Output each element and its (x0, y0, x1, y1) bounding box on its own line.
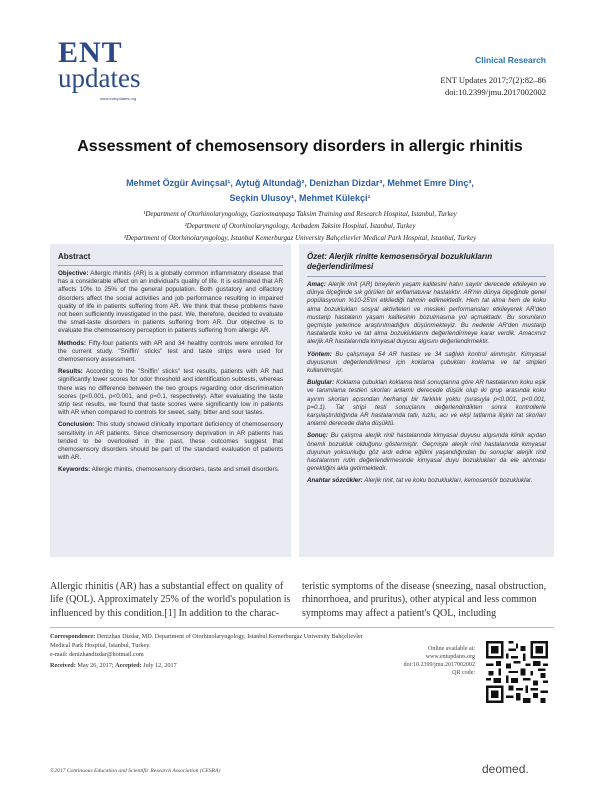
journal-logo-updates: updates (58, 63, 141, 93)
conclusion-text: This study showed clinically important deficiency of chemosensory sensitivity in AR patients. Since chemosensory deprivation in AR patients has tended to be overlooked in the past, these outcomes suggest that chemosensory disorders should be part of the standard evaluation of patients with AR. (58, 421, 284, 462)
article-title: Assessment of chemosensory disorders in allergic rhinitis (77, 138, 523, 155)
article-doi: doi:10.2399/jmu.2017002002 (444, 87, 546, 97)
bulgular-text: Koklama çubukları koklama testi sonuçlarına göre AR hastalarının koku eşik ve tanımlama testleri skorları anlamlı derecede düşük olup iki grup arasında koku ayırım skorları açısından herhangi bir farklılık yoktu (sırasıyla p<0.001, p<0.001, p=0.1). Tat stripi testi sonuçlarını değerlendirdikten sonra kontrollerle karşılaştırıldığında AR hastalarında tatlı, tuzlu, acı ve ekşi tatlarına ilişkin tat skorları anlamlı derecede daha düşüktü. (307, 379, 546, 428)
authors-line-2: Seçkin Ulusoy¹, Mehmet Külekçi¹ (229, 193, 371, 203)
ozet-bulgular (307, 379, 546, 428)
abstract-box (50, 244, 291, 557)
yontem-label: Yöntem: (307, 350, 332, 358)
online-info (383, 645, 475, 677)
sonuc-text: Bu çalışma alerjik rinit hastalarında kimyasal duyusu algısında klinik açıdan önemli bozukluk olduğunu göstermiştir. Geçmişte alerjik rinit hastalarında kimyasal duyunun yoksunluğu göz ardı edme eğilimi yaşandığından bu sonuçlar alerjik rinit hastalarının rutin değerlendirmesinde kimyasal duyu bozuklukları da ele alınması gerektiğini akla getirmektedir. (307, 432, 546, 473)
received-label: Received: (50, 662, 76, 669)
journal-logo-ent: ENT (58, 36, 123, 69)
ozet-heading: Özet: Alerjik rinitte kemosensöryal bozuklukların değerlendirilmesi (307, 252, 493, 271)
article-category: Clinical Research (475, 55, 546, 65)
ozet-sonuc (307, 432, 546, 473)
abstract-body (50, 266, 291, 475)
affiliations (60, 208, 540, 244)
abstract-methods (58, 340, 283, 365)
ozet-box (299, 244, 554, 557)
abstract-results (58, 368, 283, 417)
correspondence-line (50, 632, 380, 650)
anahtar-text: Alerjik rinit, tat ve koku bozuklukları, kemosensör bozukluklar. (364, 477, 533, 485)
correspondence-label: Correspondence: (50, 633, 96, 640)
ozet-anahtar (307, 477, 546, 485)
keywords-label: Keywords: (58, 466, 91, 474)
ozet-yontem (307, 351, 546, 376)
online-doi: doi:10.2399/jmu.2017002002 (403, 662, 475, 668)
abstract-heading: Abstract (58, 252, 91, 261)
conclusion-label: Conclusion: (58, 421, 95, 429)
publisher-logo: deomed. (482, 762, 529, 776)
amac-text: Alerjik rinit (AR) bireylerin yaşam kalitesini hatırı sayılır derecede etkileyen ve dünya ölçeğinde sık görülen bir enflamatuvar hastalıktır. AR'nin dünya ölçeğinde genel popülasyonun %10-25'ini etkilediği tahmin edilmektedir. Hem tat alma hem de koku alma bozuklukları sosyal aktiviteleri ve mesleki performansları etkileyerek AR'den mustarip hastaların yaşam kalitesinin bozulmasına yol açmaktadır. Bu sorunların geçmişte yeterince araştırılmadığını düşünmekteyiz. Bu nedenle AR'den mustarip hastalarda koku ve tat alma bozukluklarını değerlendirmeye karar verdik. Amacımız alerjik AR hastalarında kimyasal duyusu algısını değerlendirmektir. (307, 281, 546, 346)
sonuc-label: Sonuç: (307, 432, 328, 440)
author-list (120, 176, 480, 206)
keywords-text: Allergic rhinitis, chemosensory disorders, taste and smell disorders. (91, 466, 280, 474)
methods-label: Methods: (58, 339, 86, 347)
footer-divider (50, 627, 554, 628)
affiliation-2: ²Department of Otorhinolaryngology, Acıbadem Taksim Hospital, Istanbul, Turkey (184, 222, 416, 230)
ozet-amac (307, 281, 546, 347)
yontem-text: Bu çalışmaya 54 AR hastası ve 34 sağlıklı kontrol alınmıştır. Kimyasal duyusunun değerlendirilmesi için koklama çubukları koklama ve tat stripleri kullanılmıştır. (307, 350, 546, 375)
results-label: Results: (58, 368, 83, 376)
journal-citation: ENT Updates 2017;7(2):82–86 (440, 75, 546, 85)
bulgular-label: Bulgular: (307, 379, 335, 387)
affiliation-3: ³Department of Otorhinolaryngology, Istanbul Kemerburgaz University Bahçelievler Medical Park Hospital, Istanbul, Turkey (123, 234, 477, 242)
objective-label: Objective: (58, 270, 89, 277)
citation-block (440, 74, 546, 98)
abstract-conclusion (58, 421, 283, 462)
received-date: May 26, 2017; (77, 662, 114, 669)
qr-code-label: QR code: (452, 670, 475, 676)
correspondence-block (50, 632, 380, 670)
dates-line (50, 661, 380, 670)
accepted-date: July 12, 2017 (143, 662, 177, 669)
results-text: According to the "Sniffin' sticks" test results, patients with AR had significantly lower scores for odor threshold and identification subtests, whereas there was no difference between the two groups regarding odor discrimination scores (p<0.001, p<0.001, and p=0.1, respectively). After evaluating the taste strip test results, we found that taste scores were significantly low in patients with AR when compared to controls for sweet, salty, bitter and sour tastes. (58, 368, 284, 417)
abstract-keywords (58, 466, 283, 474)
body-text-left: Allergic rhinitis (AR) has a substantial effect on quality of life (QOL). Approximately 25% of the world's population is influenced by this condition.[1] In addition to the charac- (50, 581, 291, 619)
correspondence-email[interactable]: e-mail: denizhandizdar@hotmail.com (50, 651, 144, 658)
anahtar-label: Anahtar sözcükler: (307, 477, 363, 485)
correspondence-text: Denizhan Dizdar, MD. Department of Otorhinolaryngology, Istanbul Kemerburgaz University Bahçelievler Medical Park Hospital, Istanbul, Turkey. (50, 633, 363, 649)
ozet-body (299, 277, 554, 486)
copyright: ©2017 Continuous Education and Scientific Research Association (CESRA) (50, 768, 221, 774)
authors-line-1: Mehmet Özgür Avinçsal¹, Aytuğ Altundağ², Denizhan Dizdar³, Mehmet Emre Dinç³, (126, 178, 474, 188)
qr-code-icon (486, 641, 548, 703)
accepted-label: Accepted: (115, 662, 142, 669)
journal-logo-url: www.entupdates.org (100, 96, 137, 101)
abstract-objective (58, 270, 283, 336)
affiliation-1: ¹Department of Otorhinolaryngology, Gaziosmanpaşa Taksim Training and Research Hospital, Istanbul, Turkey (143, 210, 457, 218)
online-url[interactable]: www.entupdates.org (425, 654, 475, 660)
online-available-label: Online available at: (428, 646, 475, 652)
methods-text: Fifty-four patients with AR and 34 healthy controls were enrolled for the current study. "Sniffin' sticks" test and taste strips were used for chemosensory assessment. (58, 339, 283, 364)
objective-text: Allergic rhinitis (AR) is a globally common inflammatory disease that has a considerable effect on an individual's quality of life. It is estimated that AR affects 10% to 25% of the general population. Both gustatory and olfactory disorders affect the social activities and job performance resulting in impaired quality of life in patients suffering from AR. We think that these problems have not been sufficiently investigated in the past. We, therefore, decided to evaluate the small-taste disorders in patients suffering from AR. Our objective is to evaluate the chemosensory perception in patients suffering from allergic AR. (58, 270, 284, 335)
amac-label: Amaç: (307, 281, 326, 288)
body-text-right: teristic symptoms of the disease (sneezing, nasal obstruction, rhinorrhoea, and pruritus), other atypical and less common symptoms may affect a patient's QOL, including (302, 581, 547, 619)
